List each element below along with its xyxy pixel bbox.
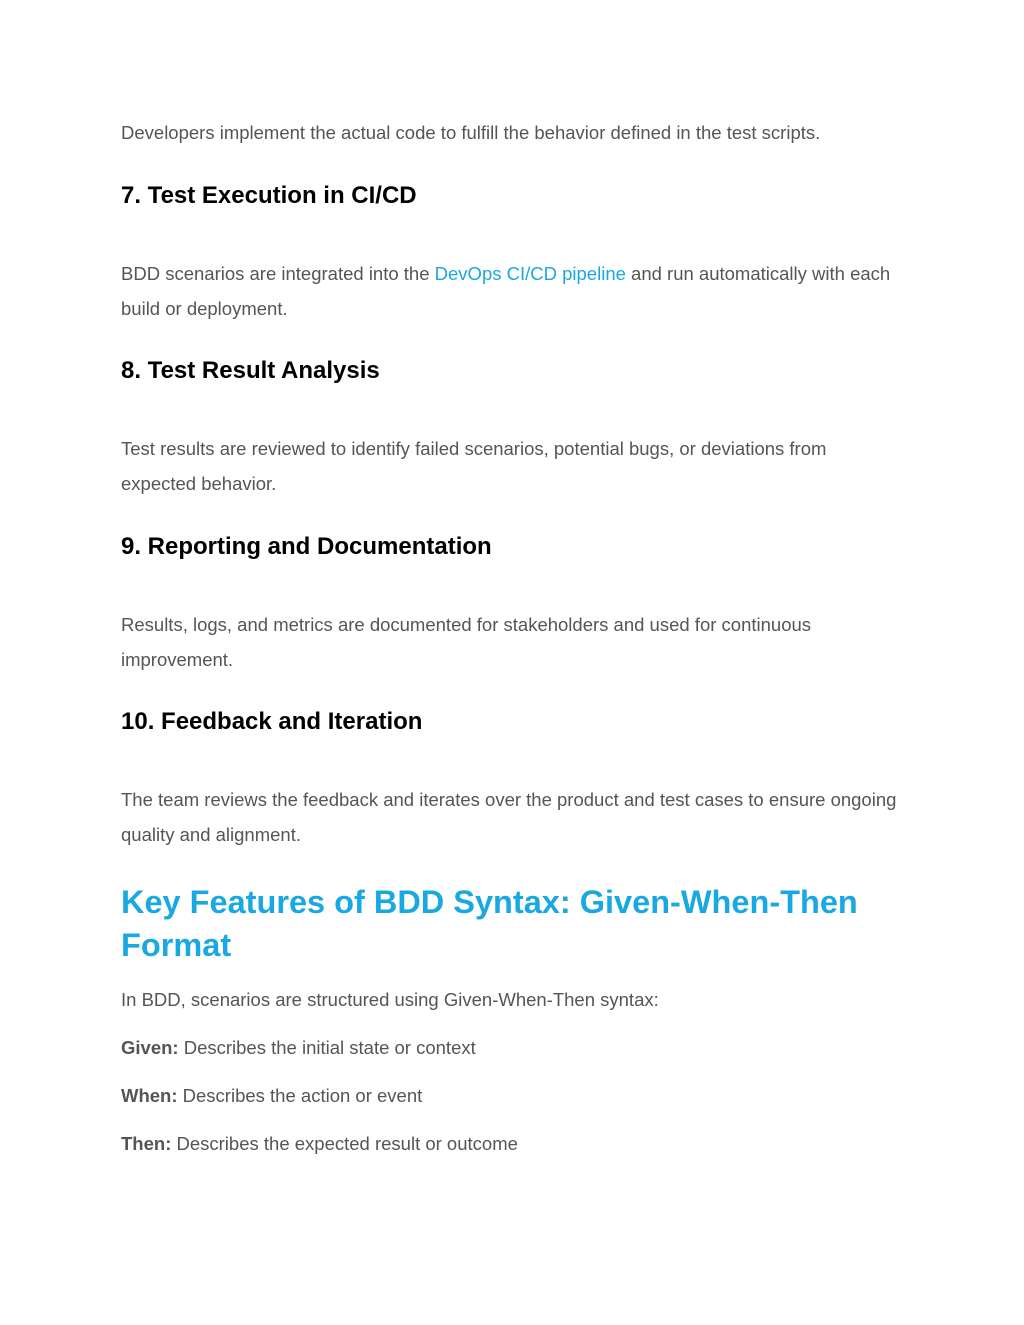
key-features-intro: In BDD, scenarios are structured using Given-When-Then syntax: [121,989,659,1010]
section-heading-10: 10. Feedback and Iteration [121,708,423,735]
section-heading-9: 9. Reporting and Documentation [121,533,492,560]
section-paragraph-9: Results, logs, and metrics are documented for stakeholders and used for continuous improvement. [121,614,812,670]
intro-paragraph: Developers implement the actual code to fulfill the behavior defined in the test scripts. [121,122,821,143]
devops-pipeline-link[interactable]: DevOps CI/CD pipeline [434,263,626,284]
key-features-heading: Key Features of BDD Syntax: Given-When-Then Format [121,884,858,963]
section-paragraph-8: Test results are reviewed to identify failed scenarios, potential bugs, or deviations from expected behavior. [121,438,827,494]
section-paragraph-10: The team reviews the feedback and iterates over the product and test cases to ensure ongoing quality and alignment. [121,789,897,845]
when-item: When: Describes the action or event [121,1085,423,1106]
then-item: Then: Describes the expected result or outcome [121,1133,518,1154]
section-heading-8: 8. Test Result Analysis [121,357,380,384]
given-item: Given: Describes the initial state or context [121,1037,476,1058]
section-paragraph-7: BDD scenarios are integrated into the DevOps CI/CD pipeline and run automatically with each build or deployment. [121,263,891,319]
section-heading-7: 7. Test Execution in CI/CD [121,182,417,209]
